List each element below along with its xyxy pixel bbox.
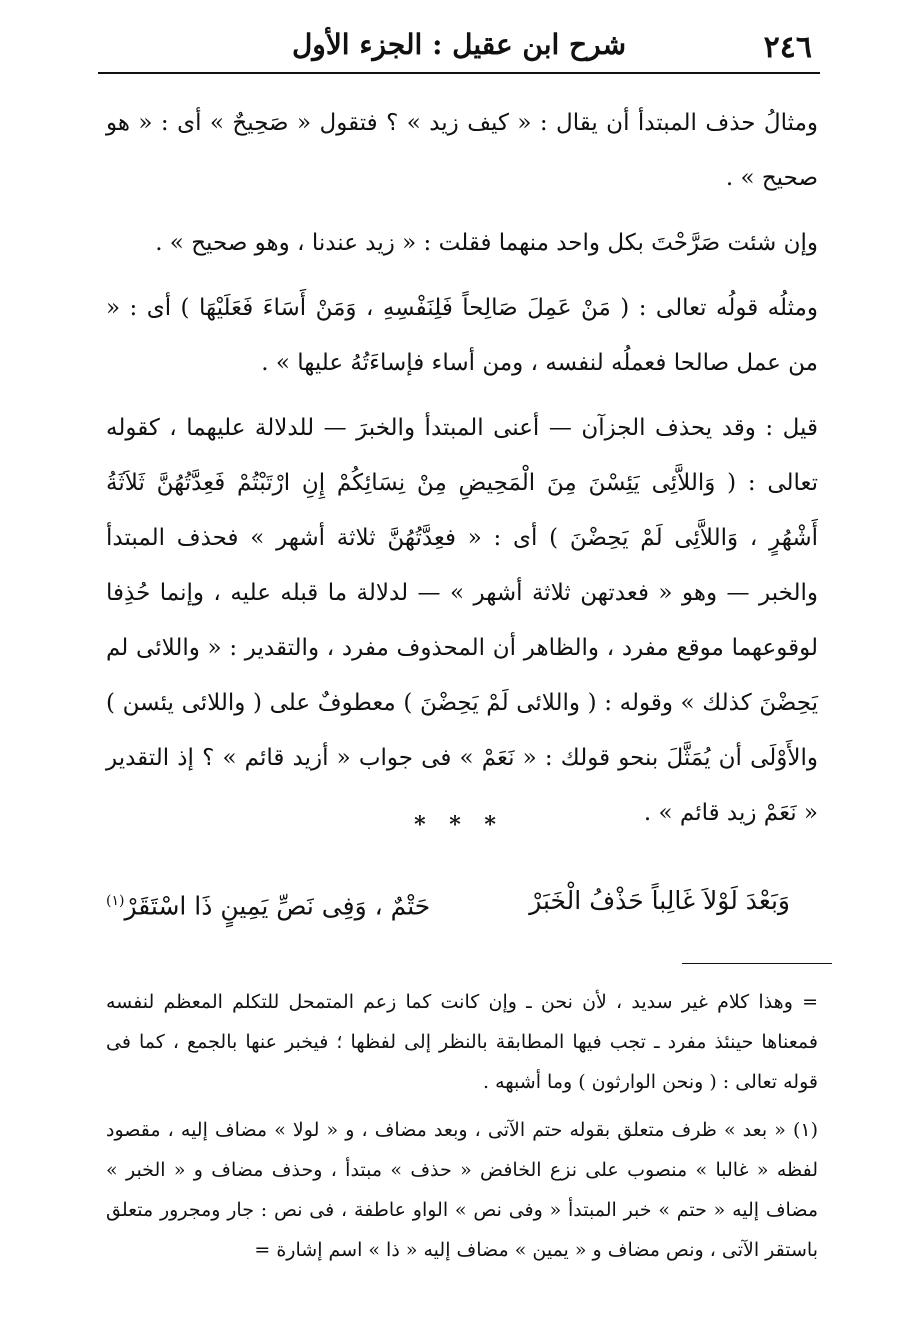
- footnote-marker: (١): [106, 893, 125, 909]
- section-separator: * * *: [414, 812, 504, 838]
- page-number: ٢٤٦: [763, 30, 812, 65]
- paragraph-2: وإن شئت صَرَّحْتَ بكل واحد منهما فقلت : « زيد عندنا ، وهو صحيح » .: [155, 230, 818, 256]
- paragraph-4: قيل : وقد يحذف الجزآن — أعنى المبتدأ والخبرَ — للدلالة عليهما ، كقوله تعالى : ( وَاللاَّئِى يَئِسْنَ مِنَ الْمَحِيضِ مِنْ نِسَائِكُمْ إِنِ ارْتَبْتُمْ فَعِدَّتُهُنَّ ثَلاَثَةُ أَشْهُرٍ ، وَاللاَّئِى لَمْ يَحِضْنَ ) أى : « فعِدَّتُهُنَّ ثلاثة أشهر » فحذف المبتدأ والخبر — وهو « فعدتهن ثلاثة أشهر » — لدلالة ما قبله عليه ، وإنما حُذِفا لوقوعهما موقع مفرد ، والظاهر أن المحذوف مفرد ، والتقدير : « واللائى لم يَحِضْنَ كذلك » وقوله : ( واللائى لَمْ يَحِضْنَ ) معطوفٌ على ( واللائى يئسن ) والأَوْلَى أن يُمَثَّلَ بنحو قولك : « نَعَمْ » فى جواب « أزيد قائم » ؟ إذ التقدير « نَعَمْ زيد قائم » .: [106, 415, 818, 826]
- paragraph-3: ومثلُه قولُه تعالى : ( مَنْ عَمِلَ صَالِحاً فَلِنَفْسِهِ ، وَمَنْ أَسَاءَ فَعَلَيْهَا ) أى : « من عمل صالحا فعملُه لنفسه ، ومن أساء فإساءَتُهُ عليها » .: [106, 295, 818, 376]
- verse-hemistich-right: وَبَعْدَ لَوْلاَ غَالِباً حَذْفُ الْخَبَرْ: [529, 886, 790, 915]
- verse-hemistich-left: [106, 876, 430, 931]
- footnote-divider: [682, 963, 832, 964]
- running-title: شرح ابن عقيل : الجزء الأول: [291, 28, 627, 61]
- footnote-1: (١) « بعد » ظرف متعلق بقوله حتم الآتى ، وبعد مضاف ، و « لولا » مضاف إليه ، مقصود لفظه « غالبا » منصوب على نزع الخافض « حذف » مبتدأ ، وحذف مضاف و « الخبر » مضاف إليه « حتم » خبر المبتدأ « وفى نص » الواو عاطفة ، فى نص : جار ومجرور متعلق باستقر الآتى ، ونص مضاف و « يمين » مضاف إليه « ذا » اسم إشارة =: [106, 1119, 818, 1261]
- footnote-continuation: = وهذا كلام غير سديد ، لأن نحن ـ وإن كانت كما زعم المتمحل للتكلم المعظم لنفسه فمعناها حينئذ مفرد ـ تجب فيها المطابقة بالنظر إلى لفظها ؛ فيخبر عنها بالجمع ، كما فى قوله تعالى : ( ونحن الوارثون ) وما أشبهه .: [106, 991, 818, 1093]
- main-text: [106, 96, 818, 851]
- footnotes: [106, 982, 818, 1278]
- verse-hemistich-left-text: حَتْمٌ ، وَفِى نَصِّ يَمِينٍ ذَا اسْتَقَرْ: [124, 891, 431, 921]
- page-header: [98, 22, 820, 74]
- paragraph-1: ومثالُ حذف المبتدأ أن يقال : « كيف زيد » ؟ فتقول « صَحِيحٌ » أى : « هو صحيح » .: [106, 110, 818, 191]
